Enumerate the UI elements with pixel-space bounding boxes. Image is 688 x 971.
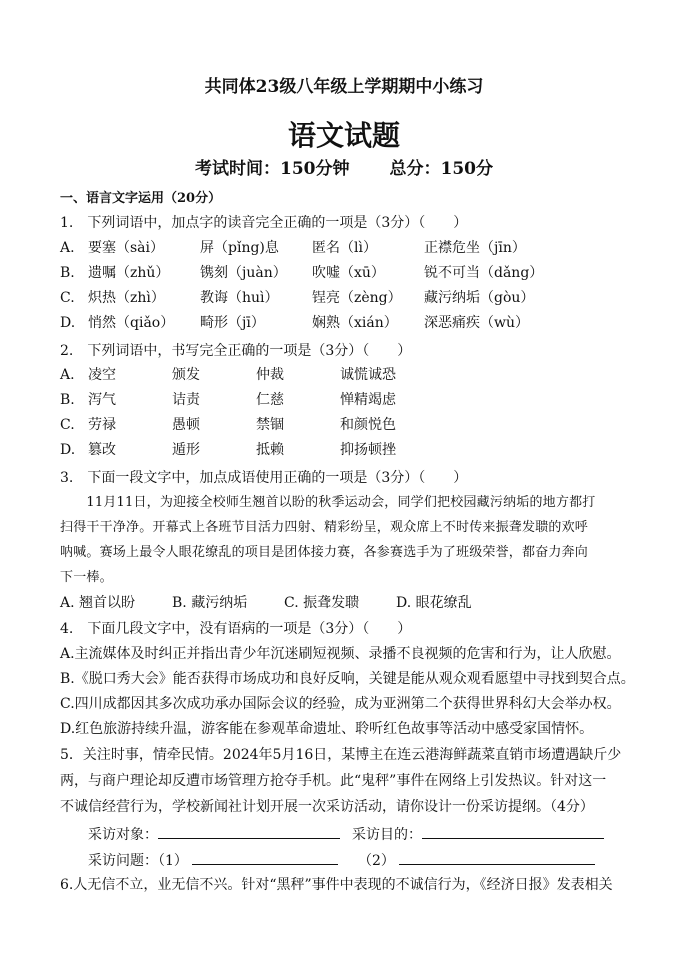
q1-option-letter: D.	[60, 315, 76, 331]
q2-option-item: 诚慌诚恐	[340, 367, 396, 383]
interview-question-2-row	[358, 850, 595, 870]
q2-option-item: 颁发	[172, 367, 200, 383]
q1-option-item: 要塞（sài）	[88, 240, 165, 256]
q3-passage-line: 11月11日，为迎接全校师生翘首以盼的秋季运动会，同学们把校园藏污纳垢的地方都打	[60, 495, 596, 510]
interview-question-2-label: （2）	[358, 853, 395, 869]
q4-option: C.四川成都因其多次成功承办国际会议的经验，成为亚洲第二个获得世界科幻大会举办权。	[60, 696, 621, 712]
q2-option-item: 禁锢	[256, 417, 284, 433]
q2-option-letter: A.	[60, 367, 75, 383]
section-heading: 一、语言文字运用（20分）	[60, 191, 222, 206]
interview-purpose-row	[352, 824, 604, 844]
q3-option: C. 振聋发聩	[284, 595, 360, 611]
q6-line: 6.人无信不立，业无信不兴。针对“黑秤”事件中表现的不诚信行为，《经济日报》发表相关	[60, 877, 613, 893]
q4-option: D.红色旅游持续升温，游客能在参观革命遗址、聆听红色故事等活动中感受家国情怀。	[60, 721, 594, 737]
q2-option-item: 篡改	[88, 442, 116, 458]
time-label: 考试时间：150分钟	[195, 159, 350, 179]
q3-passage-line: 呐喊。赛场上最令人眼花缭乱的项目是团体接力赛，各参赛选手为了班级荣誉，都奋力奔向	[60, 545, 589, 560]
q1-option-item: 炽热（zhì）	[88, 290, 165, 306]
q1-option-item: 深恶痛疾（wù）	[424, 315, 529, 331]
interview-question-label: 采访问题：（1）	[88, 853, 188, 869]
q1-option-item: 锃亮（zèng）	[312, 290, 402, 306]
q2-option-item: 仁慈	[256, 392, 284, 408]
q1-option-item: 镌刻（juàn）	[200, 265, 287, 281]
q2-option-item: 仲裁	[256, 367, 284, 383]
interview-purpose-label: 采访目的：	[352, 827, 422, 843]
exam-title: 语文试题	[287, 119, 400, 152]
q1-option-item: 吹嘘（xū）	[312, 265, 385, 281]
q3-option: A. 翘首以盼	[60, 595, 136, 611]
q1-option-item: 娴熟（xián）	[312, 315, 398, 331]
q4-option: B.《脱口秀大会》能否获得市场成功和良好反响，关键是能从观众观看愿望中寻找到契合点。	[60, 671, 635, 687]
q2-option-item: 遁形	[172, 442, 200, 458]
q2-option-item: 凌空	[88, 367, 116, 383]
q1-option-item: 藏污纳垢（gòu）	[424, 290, 535, 306]
q2-option-letter: B.	[60, 392, 75, 408]
q2-option-letter: D.	[60, 442, 76, 458]
q1-option-item: 匿名（lì）	[312, 240, 377, 256]
q1-option-item: 悄然（qiǎo）	[88, 315, 175, 331]
q1-option-item: 畸形（jī）	[200, 315, 265, 331]
q1-stem: 1. 下列词语中，加点字的读音完全正确的一项是（3分）（ ）	[60, 215, 468, 231]
q1-option-item: 遗嘱（zhǔ）	[88, 265, 170, 281]
q4-stem: 4. 下面几段文字中，没有语病的一项是（3分）（ ）	[60, 621, 412, 637]
q5-line: 不诚信经营行为，学校新闻社计划开展一次采访活动，请你设计一份采访提纲。（4分）	[60, 799, 594, 815]
q2-stem: 2. 下列词语中，书写完全正确的一项是（3分）（ ）	[60, 343, 412, 359]
q2-option-item: 和颜悦色	[340, 417, 396, 433]
interview-target-label: 采访对象：	[88, 827, 158, 843]
q5-line: 两，与商户理论却反遭市场管理方抢夺手机。此“鬼秤”事件在网络上引发热议。针对这一	[60, 773, 607, 789]
q1-option-item: 屏（pǐng)息	[200, 240, 279, 256]
interview-question-2-blank[interactable]	[399, 850, 595, 865]
q1-option-item: 教诲（huì）	[200, 290, 279, 306]
interview-purpose-blank[interactable]	[422, 824, 604, 839]
score-label: 总分：150分	[389, 159, 493, 179]
q4-option: A.主流媒体及时纠正并指出青少年沉迷刷短视频、录播不良视频的危害和行为，让人欣慰。	[60, 646, 621, 662]
exam-info	[0, 160, 688, 178]
q2-option-item: 愚顿	[172, 417, 200, 433]
interview-question-1-row	[88, 850, 338, 870]
q2-option-letter: C.	[60, 417, 75, 433]
q3-passage-line: 下一棒。	[60, 570, 113, 585]
q3-option: D. 眼花缭乱	[396, 595, 472, 611]
q1-option-letter: A.	[60, 240, 75, 256]
q1-option-letter: B.	[60, 265, 75, 281]
q1-option-item: 正襟危坐（jīn）	[424, 240, 526, 256]
q1-option-letter: C.	[60, 290, 75, 306]
interview-question-1-blank[interactable]	[192, 850, 338, 865]
exam-subtitle: 共同体23级八年级上学期期中小练习	[204, 77, 484, 97]
q2-option-item: 抑扬顿挫	[340, 442, 396, 458]
q2-option-item: 劳禄	[88, 417, 116, 433]
q2-option-item: 诘责	[172, 392, 200, 408]
q2-option-item: 泻气	[88, 392, 116, 408]
q5-line: 5．关注时事，情牵民情。2024年5月16日，某博主在连云港海鲜蔬菜直销市场遭遇缺斤少	[60, 747, 622, 763]
q1-option-item: 锐不可当（dǎng）	[424, 265, 544, 281]
interview-target-row	[88, 824, 340, 844]
q2-option-item: 抵赖	[256, 442, 284, 458]
q3-option: B. 藏污纳垢	[172, 595, 248, 611]
q3-passage-line: 扫得干干净净。开幕式上各班节目活力四射、精彩纷呈，观众席上不时传来振聋发聩的欢呼	[60, 520, 589, 535]
q3-stem: 3. 下面一段文字中，加点成语使用正确的一项是（3分）（ ）	[60, 470, 468, 486]
interview-target-blank[interactable]	[158, 824, 340, 839]
q2-option-item: 惮精竭虑	[340, 392, 396, 408]
